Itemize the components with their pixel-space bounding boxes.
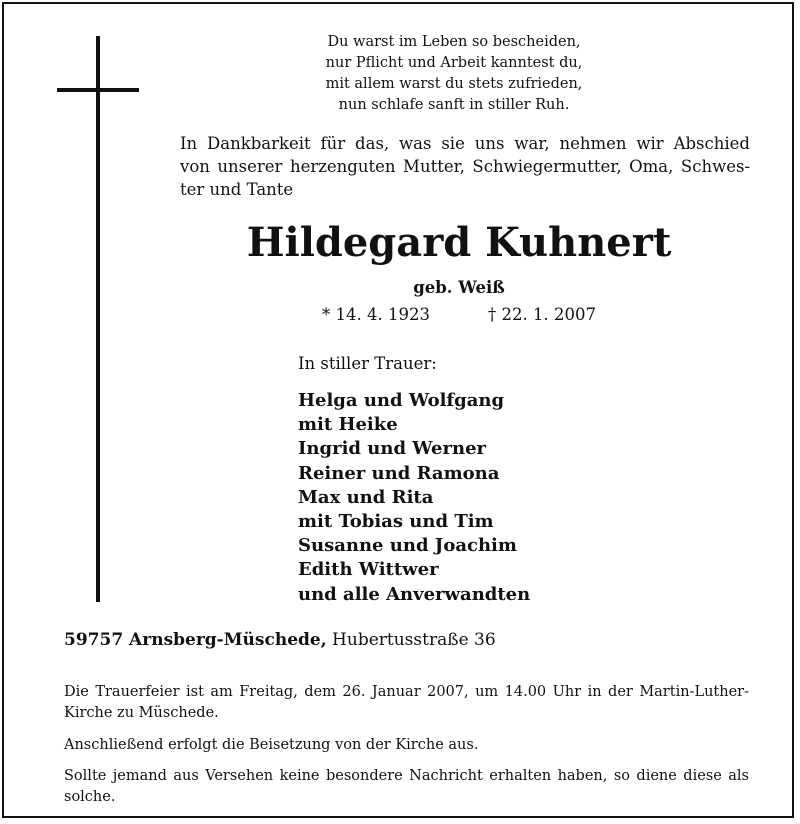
- mourner-name: Reiner und Ramona: [298, 462, 500, 484]
- funeral-info: [64, 682, 749, 724]
- funeral-line: Die Trauerfeier ist am Freitag, dem 26. Januar 2007, um 14.00 Uhr in der Martin-Luther-: [64, 684, 749, 700]
- mourner-name: Edith Wittwer: [298, 559, 439, 581]
- address: [64, 630, 496, 650]
- poem-line: nur Pflicht und Arbeit kanntest du,: [325, 55, 583, 71]
- obituary-notice: [2, 2, 794, 818]
- notice-note: [64, 766, 749, 808]
- intro-line: In Dankbarkeit für das, was sie uns war, nehmen wir Abschied: [180, 134, 750, 153]
- mourning-heading: In stiller Trauer:: [298, 354, 437, 373]
- address-street: Hubertusstraße 36: [332, 630, 496, 650]
- intro-line: ter und Tante: [180, 180, 294, 199]
- mourner-name: und alle Anverwandten: [298, 583, 531, 605]
- death-date: † 22. 1. 2007: [488, 305, 596, 324]
- birth-date: * 14. 4. 1923: [322, 305, 430, 324]
- note-line: Sollte jemand aus Versehen keine besondere Nachricht erhalten haben, so diene diese als: [64, 768, 749, 784]
- poem-line: mit allem warst du stets zufrieden,: [325, 76, 583, 92]
- mourner-name: Ingrid und Werner: [298, 438, 486, 460]
- mourner-name: Helga und Wolfgang: [298, 390, 505, 411]
- poem: [304, 32, 604, 116]
- poem-line: nun schlafe sanft in stiller Ruh.: [338, 97, 570, 113]
- intro-line: von unserer herzenguten Mutter, Schwiegermutter, Oma, Schwes-: [180, 157, 750, 176]
- cross-icon-bar: [57, 88, 139, 92]
- mourner-name: mit Tobias und Tim: [298, 511, 494, 533]
- address-city: 59757 Arnsberg-Müschede,: [64, 630, 327, 650]
- maiden-name: geb. Weiß: [413, 278, 505, 297]
- intro-text: [180, 132, 750, 201]
- poem-line: Du warst im Leben so bescheiden,: [327, 34, 581, 50]
- deceased-name: Hildegard Kuhnert: [246, 219, 672, 266]
- mourner-list: [298, 389, 530, 607]
- burial-info: Anschließend erfolgt die Beisetzung von der Kirche aus.: [64, 737, 479, 753]
- mourner-name: Susanne und Joachim: [298, 535, 517, 557]
- mourner-name: Max und Rita: [298, 486, 434, 508]
- mourner-name: mit Heike: [298, 414, 398, 436]
- cross-icon: [96, 36, 100, 602]
- funeral-line: Kirche zu Müschede.: [64, 705, 219, 721]
- note-line: solche.: [64, 789, 116, 805]
